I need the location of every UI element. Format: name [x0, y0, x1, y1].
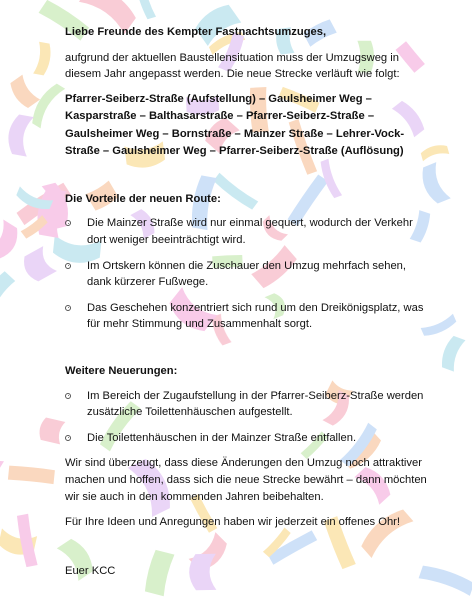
bullet-icon — [65, 263, 71, 269]
bullet-icon — [65, 305, 71, 311]
advantages-list — [65, 215, 433, 333]
bullet-icon — [65, 393, 71, 399]
confetti-streamer — [8, 465, 55, 484]
list-item-text: Im Ortskern können die Zuschauer den Umzug mehrfach sehen, dank kürzerer Fußwege. — [87, 259, 407, 289]
confetti-streamer — [132, 0, 156, 20]
confetti-streamer — [37, 417, 65, 445]
news-list — [65, 388, 433, 447]
list-item-text: Die Toilettenhäuschen in der Mainzer Straße entfallen. — [87, 431, 357, 444]
list-item — [65, 258, 433, 291]
confetti-streamer — [0, 220, 23, 264]
confetti-streamer — [20, 246, 57, 284]
bullet-icon — [65, 435, 71, 441]
closing-paragraph: Wir sind überzeugt, dass diese Änderungen den Umzug noch attraktiver machen und hoffen, dass sich die neue Strecke bewährt – dann möchten wir sie auch in den kommenden Jahren beibehalten. — [65, 457, 427, 503]
letter-greeting: Liebe Freunde des Kempter Fastnachtsumzuges, — [65, 26, 327, 38]
list-item — [65, 430, 433, 447]
confetti-streamer — [0, 437, 4, 480]
list-item — [65, 300, 433, 333]
news-heading: Weitere Neuerungen: — [65, 364, 178, 377]
confetti-streamer — [5, 113, 33, 156]
confetti-streamer — [439, 335, 466, 372]
list-item-text: Im Bereich der Zugaufstellung in der Pfarrer-Seiberz-Straße werden zusätzliche Toilettenhäuschen aufgestellt. — [87, 389, 424, 419]
letter-body — [65, 24, 433, 579]
letter-intro: aufgrund der aktuellen Baustellensituation muss der Umzugsweg in diesem Jahr angepasst werden. Die neue Strecke verläuft wie folgt: — [65, 51, 400, 81]
list-item — [65, 215, 433, 248]
list-item-text: Das Geschehen konzentriert sich rund um den Dreikönigsplatz, was für mehr Stimmung und Zusammenhalt sorgt. — [87, 301, 424, 331]
list-item-text: Die Mainzer Straße wird nur einmal gequert, wodurch der Verkehr dort weniger beeinträchtigt wird. — [87, 217, 413, 246]
confetti-streamer — [33, 42, 53, 76]
bullet-icon — [65, 220, 71, 226]
feedback-paragraph: Für Ihre Ideen und Anregungen haben wir jederzeit ein offenes Ohr! — [65, 516, 401, 529]
confetti-streamer — [7, 75, 40, 111]
advantages-heading: Die Vorteile der neuen Route: — [65, 192, 221, 205]
route-description: Pfarrer-Seiberz-Straße (Aufstellung) – Gaulsheimer Weg – Kasparstraße – Balthasarstraße – Pfarrer-Seiberz-Straße – Gaulsheimer Weg – Bornstraße – Mainzer Straße – Lehrer-Vock-Straße – Gaulsheimer Weg – Pfarrer-Seiberz-Straße (Auflösung) — [65, 92, 405, 158]
list-item — [65, 388, 433, 421]
confetti-streamer — [0, 271, 15, 298]
signature: Euer KCC — [65, 564, 116, 577]
